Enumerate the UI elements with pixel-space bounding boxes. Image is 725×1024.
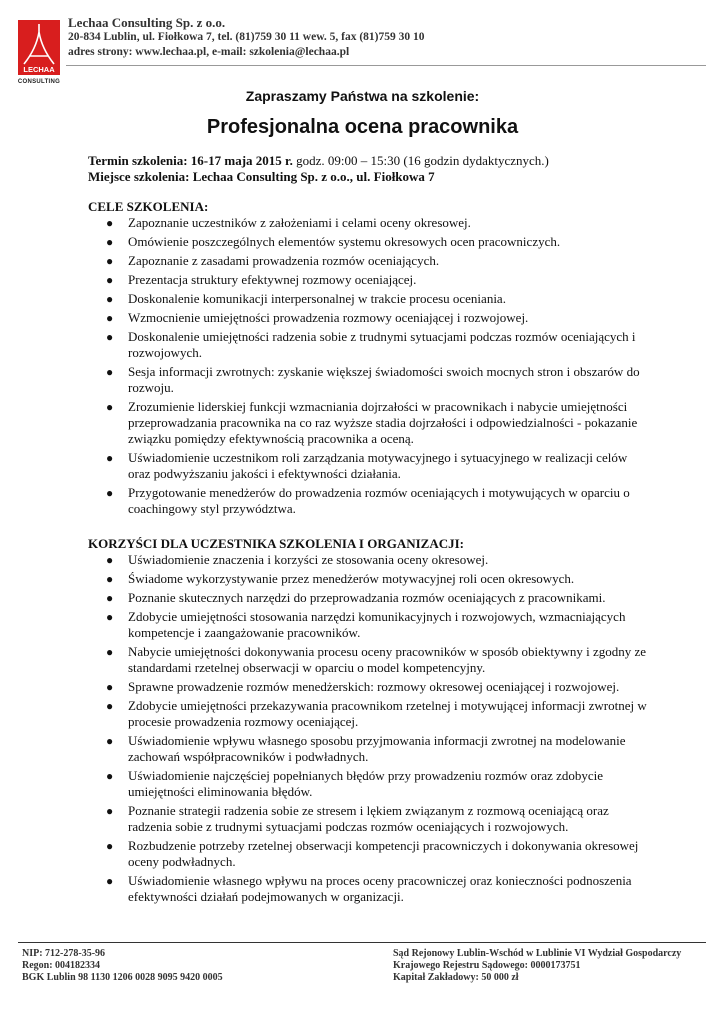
footer-capital: Kapitał Zakładowy: 50 000 zł	[393, 972, 519, 983]
list-item-text: Przygotowanie menedżerów do prowadzenia rozmów oceniających i motywujących w oparciu o coachingowy styl przywództwa.	[128, 485, 630, 516]
list-item	[88, 679, 648, 695]
bullet-icon: ●	[106, 311, 114, 325]
list-item	[88, 291, 648, 307]
list-item	[88, 364, 648, 396]
bullet-icon: ●	[106, 553, 114, 567]
list-item	[88, 733, 648, 765]
list-item-text: Nabycie umiejętności dokonywania procesu oceny pracowników w sposób obiektywny i zgodny ze standardami rzetelnej obserwacji w oparciu o model kompetencyjny.	[128, 644, 647, 675]
bullet-icon: ●	[106, 645, 114, 659]
bullet-icon: ●	[106, 804, 114, 818]
list-item	[88, 310, 648, 326]
list-item	[88, 485, 648, 517]
list-item-text: Uświadomienie uczestnikom roli zarządzania motywacyjnego i sytuacyjnego w realizacji celów oraz podwyższaniu jakości i efektywności działania.	[128, 450, 628, 481]
svg-text:LECHAA: LECHAA	[23, 65, 55, 74]
footer-registration	[22, 948, 223, 984]
company-info	[68, 15, 425, 60]
company-web: adres strony: www.lechaa.pl, e-mail: szkolenia@lechaa.pl	[68, 46, 350, 58]
list-item	[88, 644, 648, 676]
footer-regon: Regon: 004182334	[22, 960, 101, 971]
course-info	[88, 153, 549, 185]
bullet-icon: ●	[106, 486, 114, 500]
list-item-text: Wzmocnienie umiejętności prowadzenia rozmowy oceniającej i rozwojowej.	[128, 310, 529, 325]
list-item	[88, 234, 648, 250]
list-item	[88, 552, 648, 568]
list-item-text: Uświadomienie wpływu własnego sposobu przyjmowania informacji zwrotnej na modelowanie zachowań współpracowników i podwładnych.	[128, 733, 626, 764]
list-item	[88, 838, 648, 870]
list-item	[88, 272, 648, 288]
bullet-icon: ●	[106, 591, 114, 605]
footer-krs: Krajowego Rejestru Sądowego: 0000173751	[393, 960, 581, 971]
list-item-text: Zdobycie umiejętności przekazywania pracownikom rzetelnej i motywującej informacji zwrotnej w procesie prowadzenia rozmowy oceniającej.	[128, 698, 647, 729]
list-item-text: Świadome wykorzystywanie przez menedżerów motywacyjnej roli ocen okresowych.	[128, 571, 575, 586]
place-label: Miejsce szkolenia: Lechaa Consulting Sp. z o.o., ul. Fiołkowa 7	[88, 169, 435, 184]
list-item-text: Doskonalenie umiejętności radzenia sobie z trudnymi sytuacjami podczas rozmów oceniających i rozwojowych.	[128, 329, 636, 360]
tower-icon	[18, 20, 60, 75]
company-logo	[18, 20, 60, 90]
list-item-text: Rozbudzenie potrzeby rzetelnej obserwacji kompetencji pracowniczych i dokonywania okresowej oceny podwładnych.	[128, 838, 639, 869]
list-item	[88, 590, 648, 606]
footer-court-name: Sąd Rejonowy Lublin-Wschód w Lublinie VI Wydział Gospodarczy	[393, 948, 682, 959]
list-item	[88, 803, 648, 835]
course-title: Profesjonalna ocena pracownika	[206, 116, 519, 138]
list-item	[88, 571, 648, 587]
footer-nip: NIP: 712-278-35-96	[22, 948, 106, 959]
bullet-icon: ●	[106, 610, 114, 624]
list-item-text: Omówienie poszczególnych elementów systemu okresowych ocen pracowniczych.	[128, 234, 561, 249]
term-label: Termin szkolenia: 16-17 maja 2015 r.	[88, 153, 293, 168]
bullet-icon: ●	[106, 216, 114, 230]
footer-divider	[18, 942, 706, 943]
list-item-text: Poznanie skutecznych narzędzi do przeprowadzania rozmów oceniających z pracownikami.	[128, 590, 606, 605]
list-item-text: Zrozumienie liderskiej funkcji wzmacniania dojrzałości w pracownikach i nabycie umiejętności przeprowadzania pracownika na co raz wyższe stadia dojrzałości i odpowiedzialności - pokazanie związku pomiędzy efektywnością pracownika a oceną.	[128, 399, 638, 446]
course-term	[88, 153, 549, 169]
bullet-icon: ●	[106, 734, 114, 748]
bullet-icon: ●	[106, 365, 114, 379]
bullet-icon: ●	[106, 874, 114, 888]
bullet-icon: ●	[106, 254, 114, 268]
list-item-text: Uświadomienie własnego wpływu na proces oceny pracowniczej oraz konieczności podnoszenia efektywności działań podejmowanych w organizacji.	[128, 873, 632, 904]
list-item-text: Zapoznanie uczestników z założeniami i celami oceny okresowej.	[128, 215, 471, 230]
bullet-icon: ●	[106, 292, 114, 306]
footer-court	[393, 948, 681, 984]
bullet-icon: ●	[106, 451, 114, 465]
letterhead	[0, 0, 725, 95]
logo-mark	[18, 20, 60, 75]
list-item-text: Sprawne prowadzenie rozmów menedżerskich: rozmowy okresowej oceniającej i rozwojowej.	[128, 679, 620, 694]
header-divider	[66, 65, 706, 66]
list-item	[88, 215, 648, 231]
term-detail: godz. 09:00 – 15:30 (16 godzin dydaktycznych.)	[292, 153, 549, 168]
benefits-list	[88, 552, 648, 905]
list-item-text: Doskonalenie komunikacji interpersonalnej w trakcie procesu oceniania.	[128, 291, 506, 306]
benefits-section	[88, 536, 648, 908]
list-item	[88, 399, 648, 447]
bullet-icon: ●	[106, 235, 114, 249]
goals-list	[88, 215, 648, 517]
course-place	[88, 169, 549, 185]
goals-title: CELE SZKOLENIA:	[88, 199, 209, 214]
list-item	[88, 253, 648, 269]
list-item	[88, 873, 648, 905]
bullet-icon: ●	[106, 330, 114, 344]
footer-bank: BGK Lublin 98 1130 1206 0028 9095 9420 0005	[22, 972, 223, 983]
list-item	[88, 450, 648, 482]
list-item-text: Sesja informacji zwrotnych: zyskanie większej świadomości swoich mocnych stron i obszarów do rozwoju.	[128, 364, 640, 395]
bullet-icon: ●	[106, 400, 114, 414]
bullet-icon: ●	[106, 273, 114, 287]
bullet-icon: ●	[106, 572, 114, 586]
goals-section	[88, 199, 648, 520]
list-item	[88, 768, 648, 800]
bullet-icon: ●	[106, 769, 114, 783]
bullet-icon: ●	[106, 680, 114, 694]
list-item-text: Zapoznanie z zasadami prowadzenia rozmów oceniających.	[128, 253, 440, 268]
list-item	[88, 609, 648, 641]
list-item-text: Zdobycie umiejętności stosowania narzędzi komunikacyjnych i rozwojowych, wzmacniających kompetencje i zaangażowanie pracowników.	[128, 609, 626, 640]
list-item-text: Poznanie strategii radzenia sobie ze stresem i lękiem związanym z rozmową oceniającą oraz radzenia sobie z trudnymi sytuacjami podczas rozmów oceniających i rozwojowych.	[128, 803, 609, 834]
bullet-icon: ●	[106, 839, 114, 853]
company-name: Lechaa Consulting Sp. z o.o.	[68, 15, 226, 30]
company-address: 20-834 Lublin, ul. Fiołkowa 7, tel. (81)759 30 11 wew. 5, fax (81)759 30 10	[68, 31, 425, 43]
list-item-text: Prezentacja struktury efektywnej rozmowy oceniającej.	[128, 272, 417, 287]
list-item	[88, 698, 648, 730]
logo-subtitle: CONSULTING	[17, 79, 61, 85]
benefits-title: KORZYŚCI DLA UCZESTNIKA SZKOLENIA I ORGANIZACJI:	[88, 536, 465, 551]
list-item-text: Uświadomienie najczęściej popełnianych błędów przy prowadzeniu rozmów oraz zdobycie umiejętności eliminowania błędów.	[128, 768, 604, 799]
list-item	[88, 329, 648, 361]
invite-heading: Zapraszamy Państwa na szkolenie:	[245, 88, 480, 104]
list-item-text: Uświadomienie znaczenia i korzyści ze stosowania oceny okresowej.	[128, 552, 489, 567]
bullet-icon: ●	[106, 699, 114, 713]
